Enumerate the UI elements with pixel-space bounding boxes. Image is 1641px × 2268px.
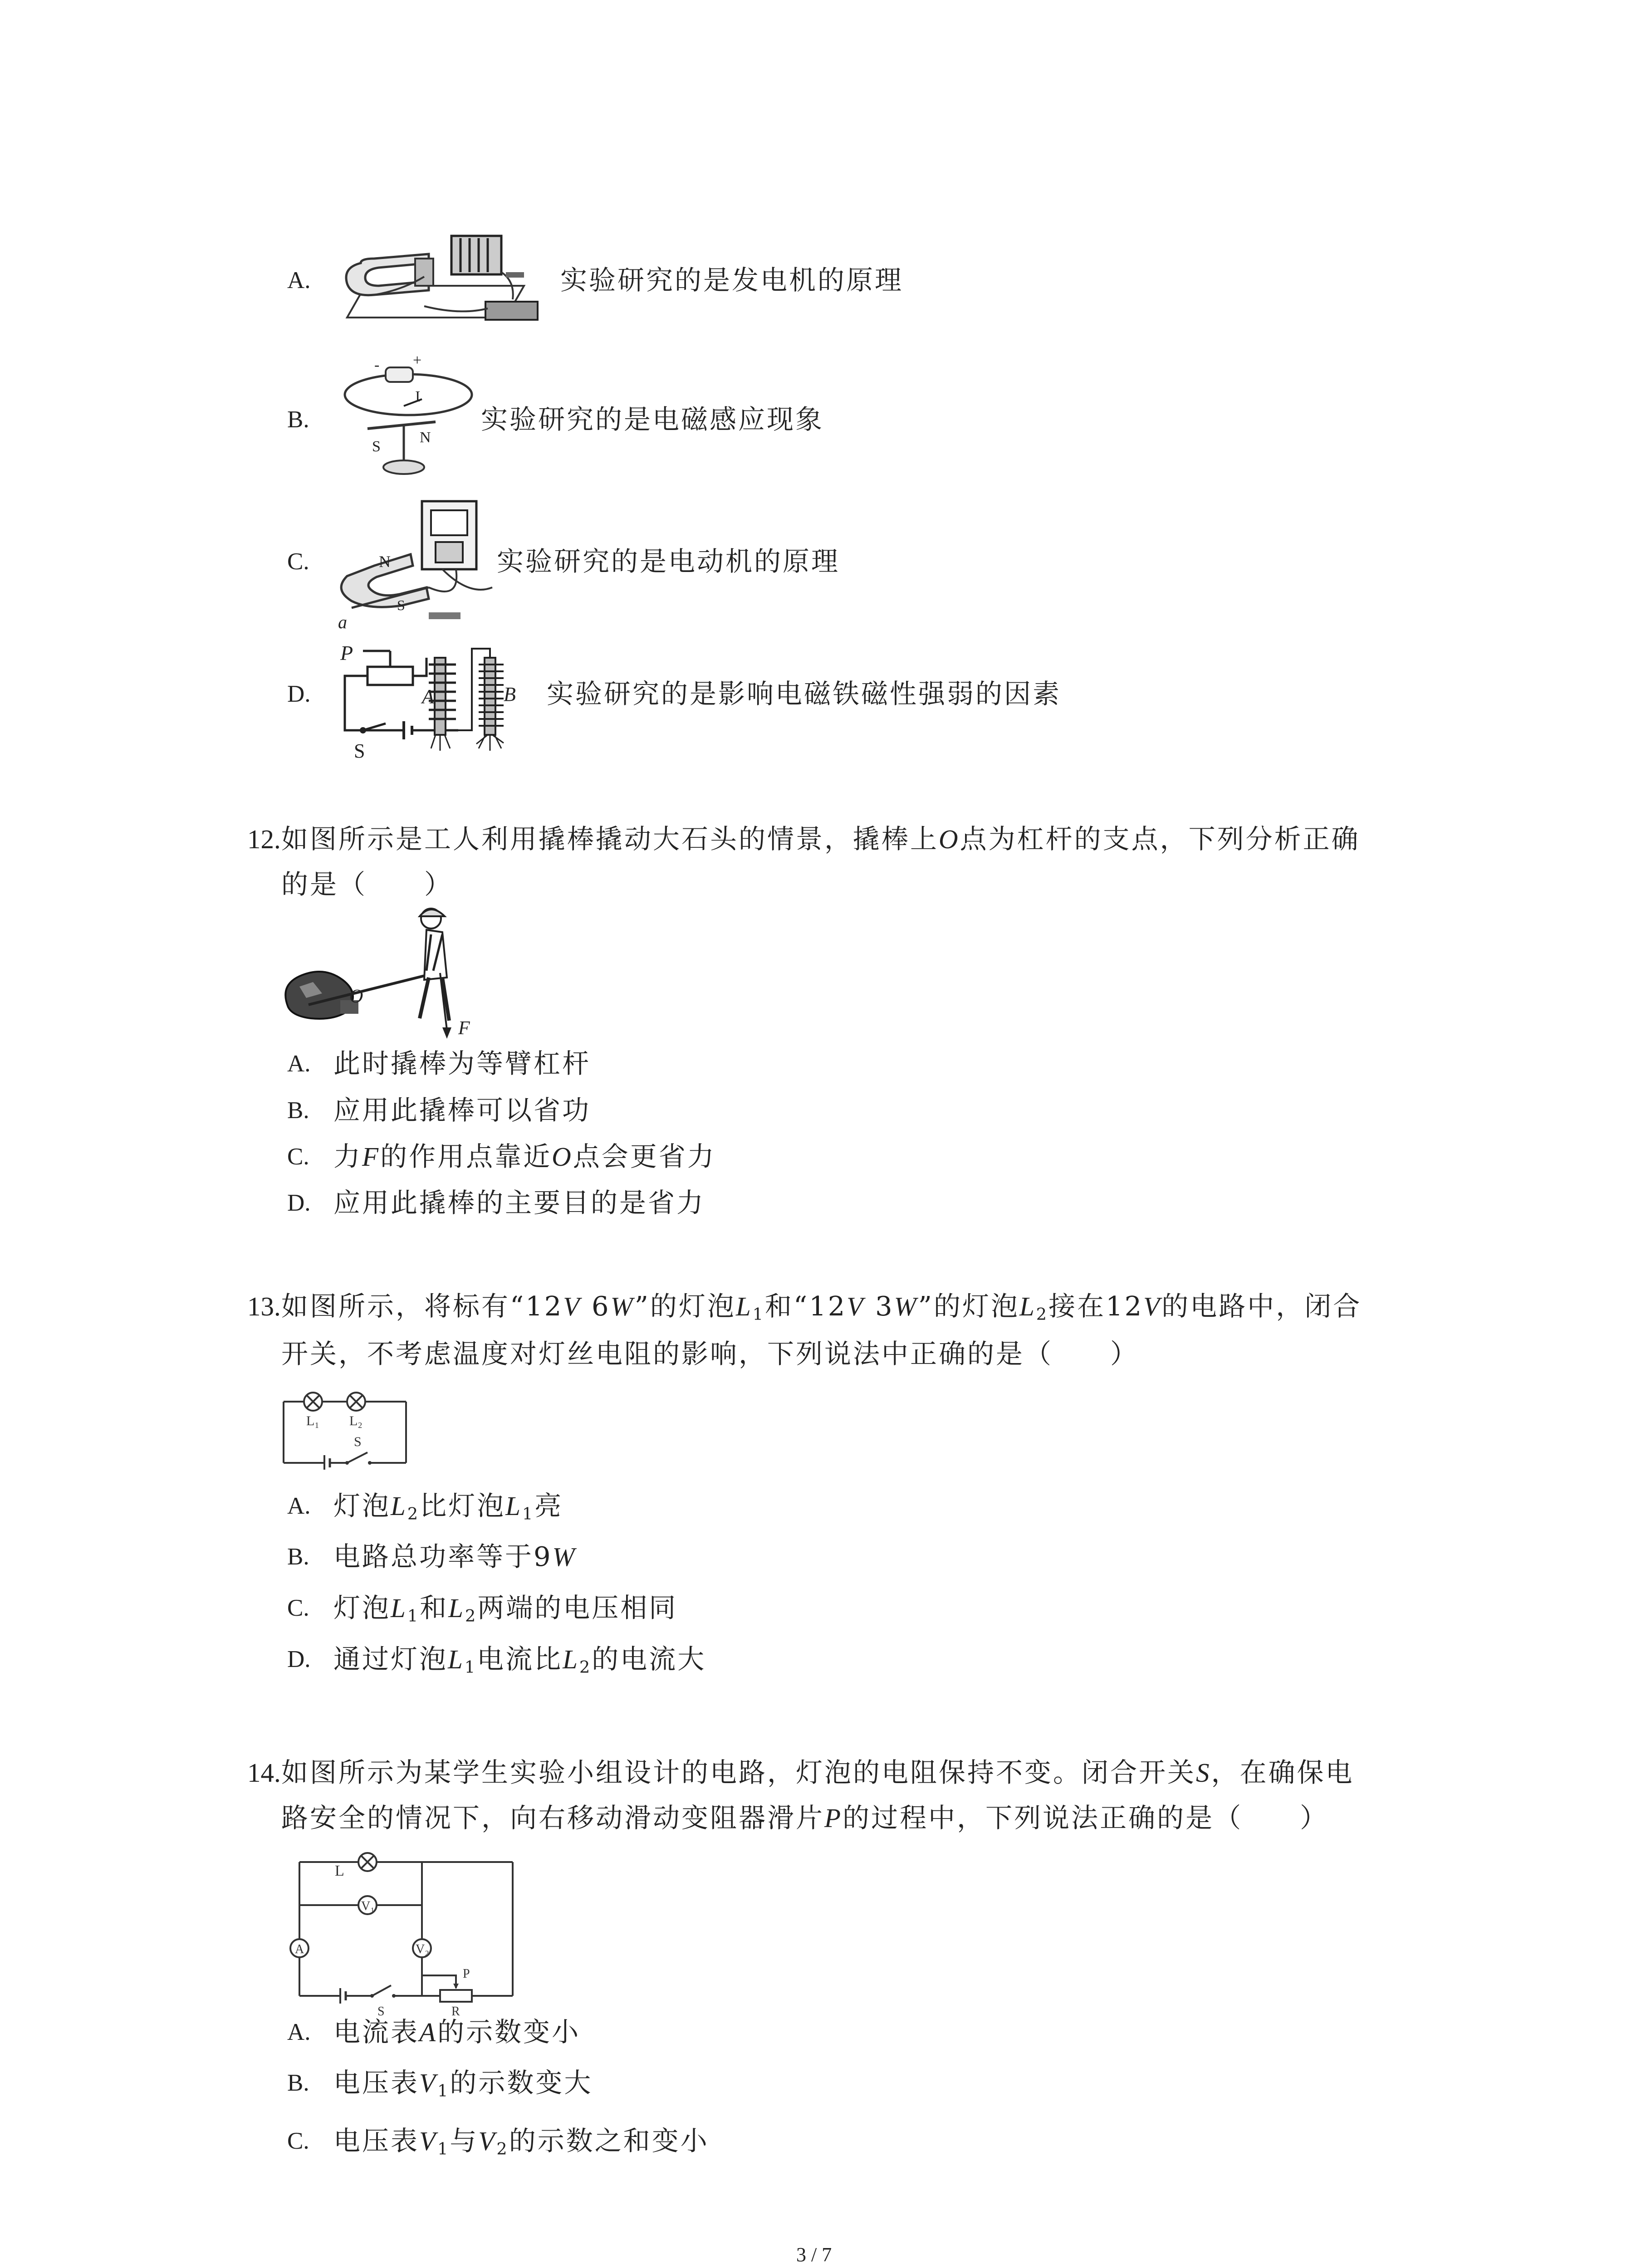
question-number: 14. bbox=[247, 1758, 281, 1788]
switch-label: S bbox=[354, 740, 365, 762]
option-text: 实验研究的是发电机的原理 bbox=[560, 264, 904, 296]
lamp-l2-label: L₂ bbox=[349, 1413, 362, 1428]
option-text: 实验研究的是电磁感应现象 bbox=[481, 404, 824, 435]
ammeter-label: A bbox=[295, 1942, 304, 1956]
question-number: 13. bbox=[247, 1291, 281, 1321]
option-text: 此时撬棒为等臂杠杆 bbox=[333, 1048, 591, 1079]
switch-label: S bbox=[377, 2004, 385, 2016]
option-text: 灯泡$L_1$和$L_2$两端的电压相同 bbox=[333, 1592, 678, 1626]
option-label: B. bbox=[287, 1097, 309, 1124]
slider-label: P bbox=[463, 1967, 470, 1981]
south-pole-label: S bbox=[372, 438, 381, 455]
minus-sign: - bbox=[374, 357, 380, 373]
rheostat-label: R bbox=[451, 2004, 460, 2016]
option-label: B. bbox=[287, 1544, 309, 1570]
north-pole-label: N bbox=[379, 552, 391, 571]
rheostat-circuit-figure bbox=[277, 1844, 522, 2016]
option-label: B. bbox=[287, 406, 309, 433]
lever-crowbar-figure bbox=[281, 907, 490, 1048]
electromagnet-circuit-figure bbox=[336, 640, 549, 762]
option-text: 实验研究的是电动机的原理 bbox=[497, 546, 840, 577]
option-text: 电流表A的示数变小 bbox=[333, 2016, 581, 2048]
slider-label: P bbox=[340, 641, 353, 665]
option-text: 应用此撬棒的主要目的是省力 bbox=[333, 1187, 705, 1218]
voltmeter-v2-label: V₂ bbox=[416, 1942, 429, 1956]
generator-apparatus-figure bbox=[333, 227, 560, 331]
force-label: F bbox=[458, 1018, 470, 1039]
option-text: 通过灯泡$L_1$电流比$L_2$的电流大 bbox=[333, 1643, 706, 1677]
option-label: A. bbox=[287, 1493, 311, 1519]
option-label: C. bbox=[287, 548, 309, 575]
series-circuit-figure bbox=[279, 1388, 411, 1470]
option-label: A. bbox=[287, 267, 311, 293]
option-label: C. bbox=[287, 1144, 309, 1170]
electromagnet-a-label: A bbox=[422, 685, 434, 708]
page-number: 3 / 7 bbox=[796, 2244, 832, 2266]
option-text: 灯泡$L_2$比灯泡$L_1$亮 bbox=[333, 1490, 563, 1524]
question-stem-line-1: 如图所示为某学生实验小组设计的电路，灯泡的电阻保持不变。闭合开关S，在确保电 bbox=[281, 1757, 1354, 1788]
lamp-l1-label: L₁ bbox=[306, 1413, 319, 1428]
question-stem-line-2: 开关，不考虑温度对灯丝电阻的影响，下列说法中正确的是（ ） bbox=[281, 1338, 1139, 1369]
question-stem-line-1: 如图所示是工人利用撬棒撬动大石头的情景，撬棒上O点为杠杆的支点，下列分析正确 bbox=[281, 823, 1360, 855]
current-label: I bbox=[415, 388, 421, 405]
wire-end-label: a bbox=[338, 612, 347, 631]
option-label: A. bbox=[287, 2019, 311, 2045]
electromagnet-b-label: B bbox=[504, 683, 516, 705]
option-label: D. bbox=[287, 681, 311, 707]
option-text: 电路总功率等于9W bbox=[333, 1541, 577, 1572]
option-label: C. bbox=[287, 2128, 309, 2154]
question-stem-line-2: 路安全的情况下，向右移动滑动变阻器滑片P的过程中，下列说法正确的是（ ） bbox=[281, 1802, 1329, 1833]
motor-apparatus-figure bbox=[333, 499, 497, 631]
switch-label: S bbox=[354, 1434, 362, 1449]
question-stem-line-1: 如图所示，将标有“12V 6W”的灯泡$L_1$和“12V 3W”的灯泡$L_2$接在12V的电路中，闭合 bbox=[281, 1290, 1362, 1325]
north-pole-label: N bbox=[420, 429, 431, 446]
option-label: C. bbox=[287, 1595, 309, 1621]
option-label: D. bbox=[287, 1190, 311, 1216]
voltmeter-v1-label: V₁ bbox=[361, 1899, 375, 1913]
lamp-label: L bbox=[335, 1862, 344, 1879]
option-label: A. bbox=[287, 1051, 311, 1077]
oersted-experiment-figure bbox=[336, 354, 481, 485]
option-label: B. bbox=[287, 2070, 309, 2096]
option-text: 实验研究的是影响电磁铁磁性强弱的因素 bbox=[547, 678, 1062, 709]
south-pole-label: S bbox=[397, 597, 405, 613]
option-text: 力F的作用点靠近O点会更省力 bbox=[333, 1141, 716, 1172]
option-text: 电压表$V_1$的示数变大 bbox=[333, 2067, 593, 2101]
fulcrum-label: O bbox=[349, 986, 363, 1007]
question-number: 12. bbox=[247, 824, 281, 854]
option-label: D. bbox=[287, 1646, 311, 1672]
question-stem-line-2: 的是（ ） bbox=[281, 869, 453, 900]
plus-sign: + bbox=[413, 354, 422, 369]
option-text: 应用此撬棒可以省功 bbox=[333, 1095, 591, 1126]
option-text: 电压表$V_1$与$V_2$的示数之和变小 bbox=[333, 2125, 709, 2159]
